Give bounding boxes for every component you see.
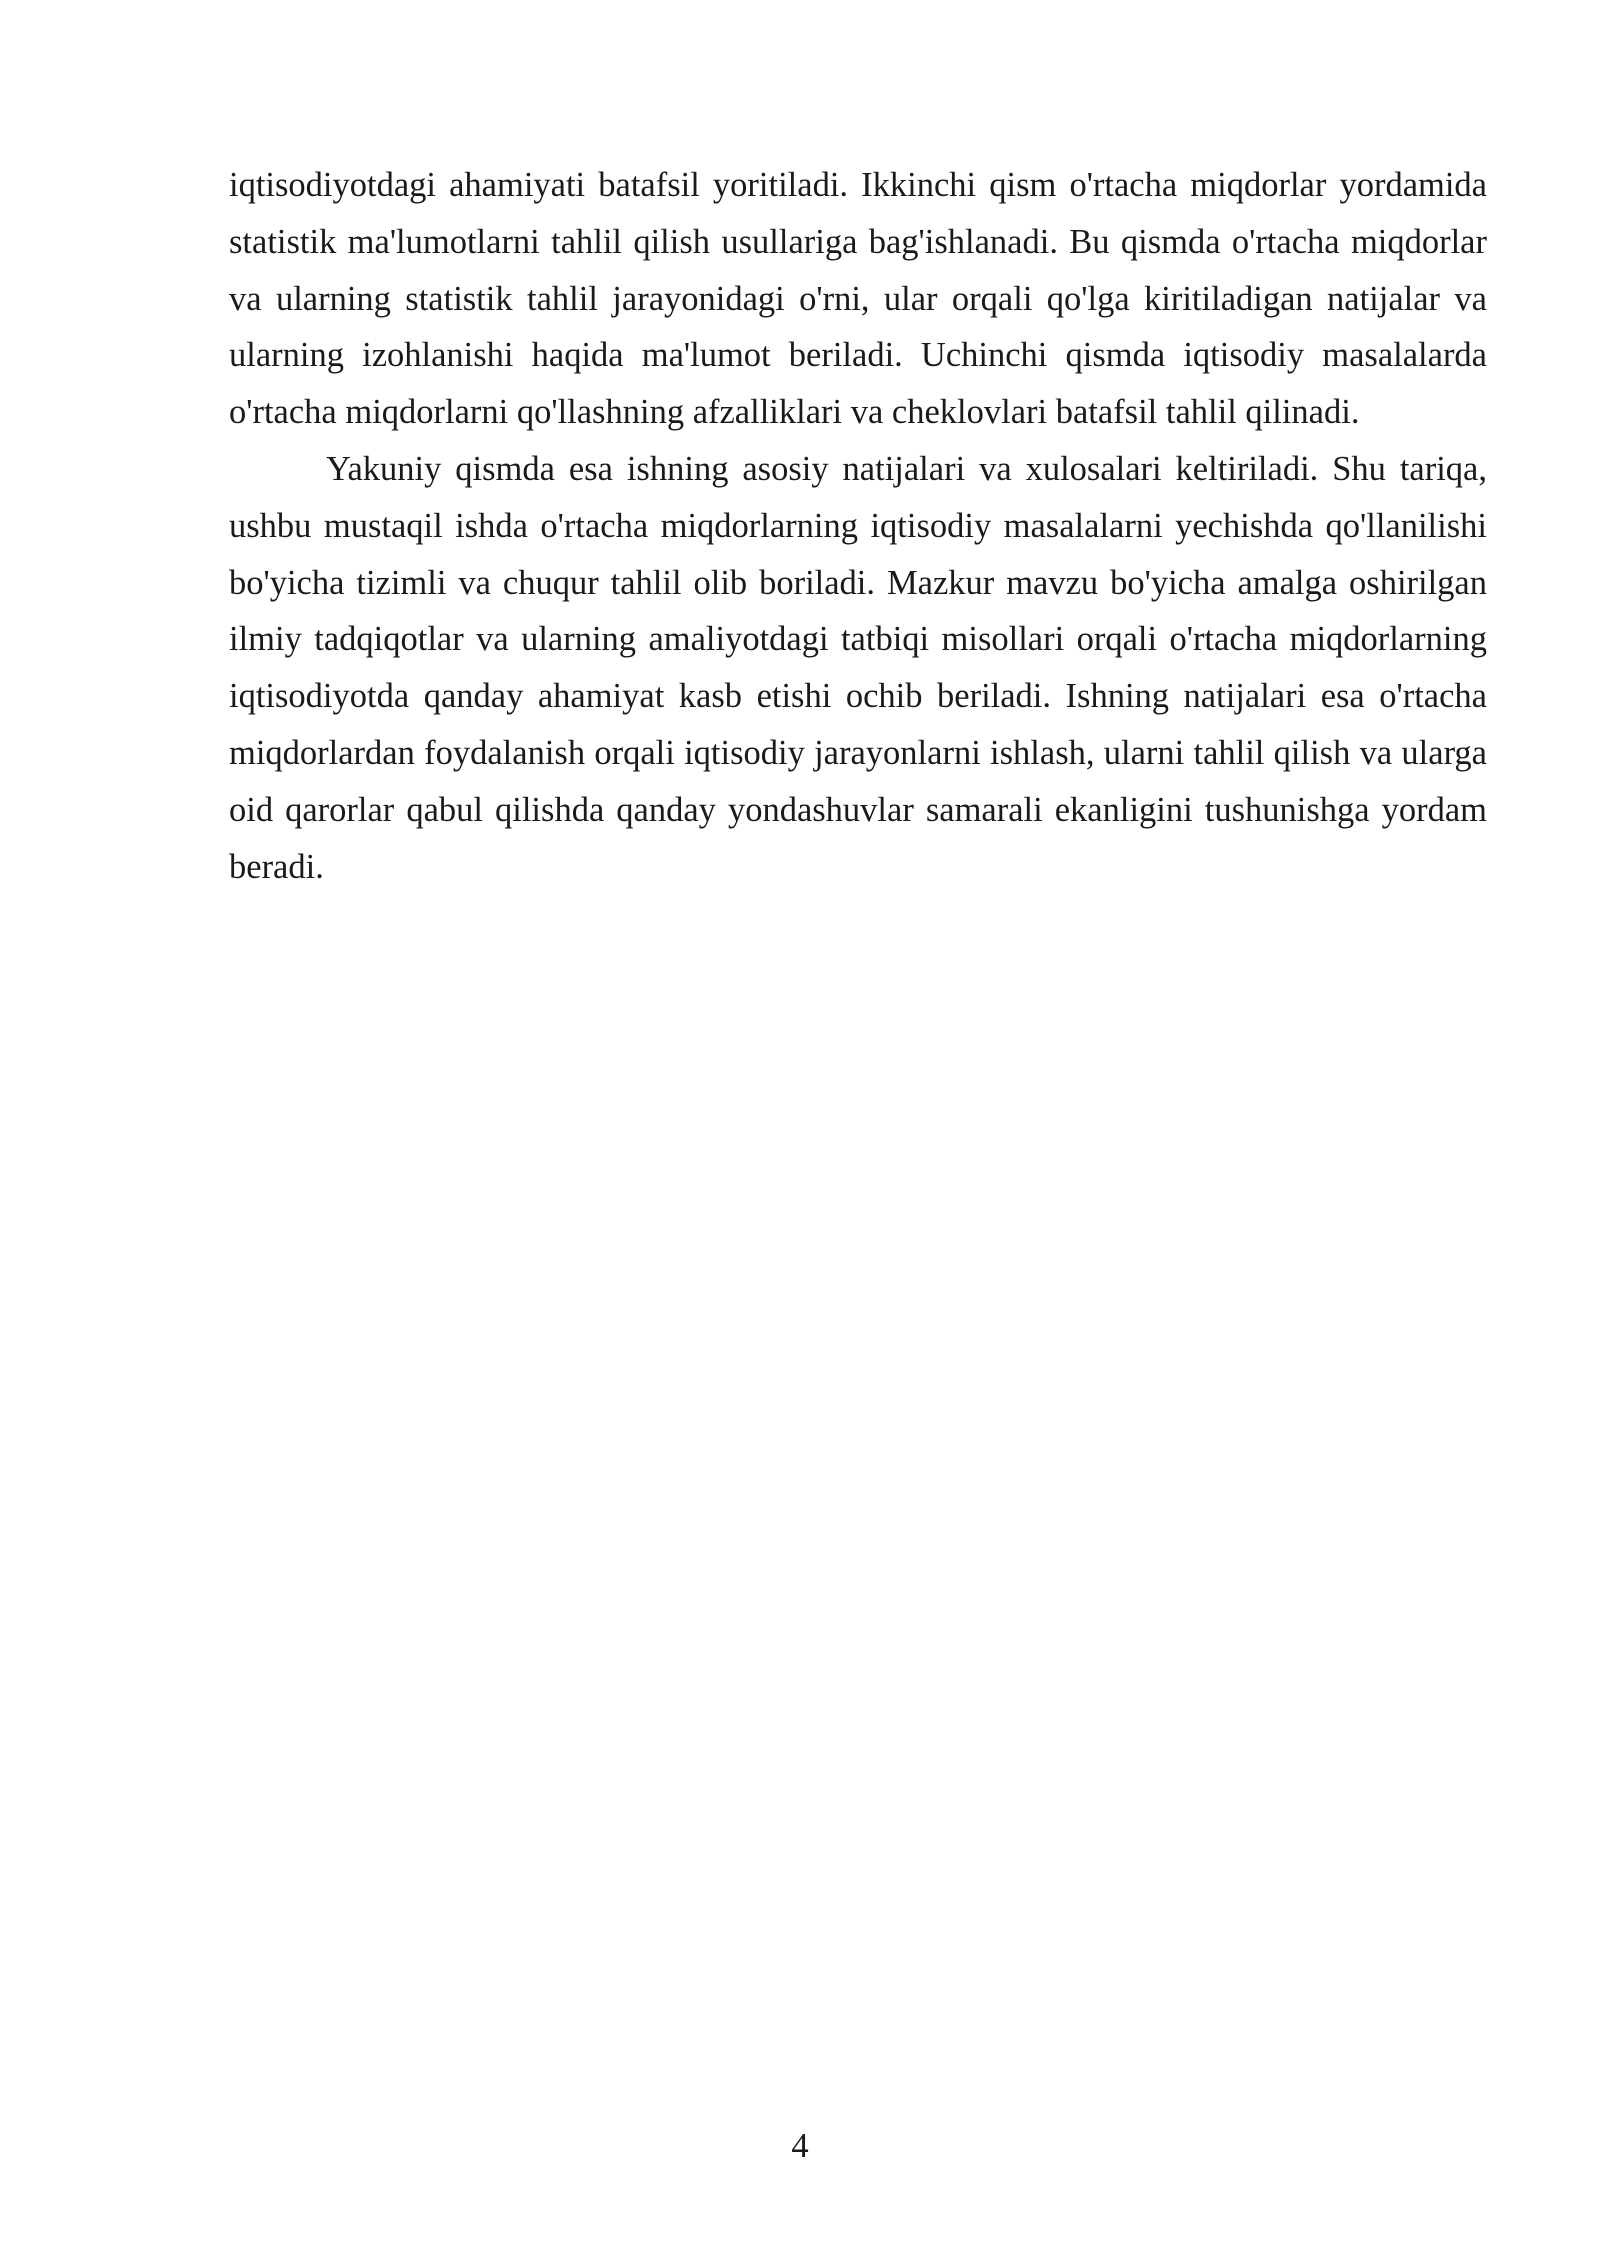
paragraph-continuation: iqtisodiyotdagi ahamiyati batafsil yoritiladi. Ikkinchi qism o'rtacha miqdorlar yordamida statistik ma'lumotlarni tahlil qilish usullariga bag'ishlanadi. Bu qismda o'rtacha miqdorlar va ularning statistik tahlil jarayonidagi o'rni, ular orqali qo'lga kiritiladigan natijalar va ularning izohlanishi haqida ma'lumot beriladi. Uchinchi qismda iqtisodiy masalalarda o'rtacha miqdorlarni qo'llashning afzalliklari va cheklovlari batafsil tahlil qilinadi. (229, 166, 1487, 432)
page-number: 4 (791, 2127, 809, 2165)
paragraph-conclusion: Yakuniy qismda esa ishning asosiy natijalari va xulosalari keltiriladi. Shu tariqa, ushbu mustaqil ishda o'rtacha miqdorlarning iqtisodiy masalalarni yechishda qo'llanilishi bo'yicha tizimli va chuqur tahlil olib boriladi. Mazkur mavzu bo'yicha amalga oshirilgan ilmiy tadqiqotlar va ularning amaliyotdagi tatbiqi misollari orqali o'rtacha miqdorlarning iqtisodiyotda qanday ahamiyat kasb etishi ochib beriladi. Ishning natijalari esa o'rtacha miqdorlardan foydalanish orqali iqtisodiy jarayonlarni ishlash, ularni tahlil qilish va ularga oid qarorlar qabul qilishda qanday yondashuvlar samarali ekanligini tushunishga yordam beradi. (229, 449, 1487, 886)
body-text (229, 157, 1487, 895)
